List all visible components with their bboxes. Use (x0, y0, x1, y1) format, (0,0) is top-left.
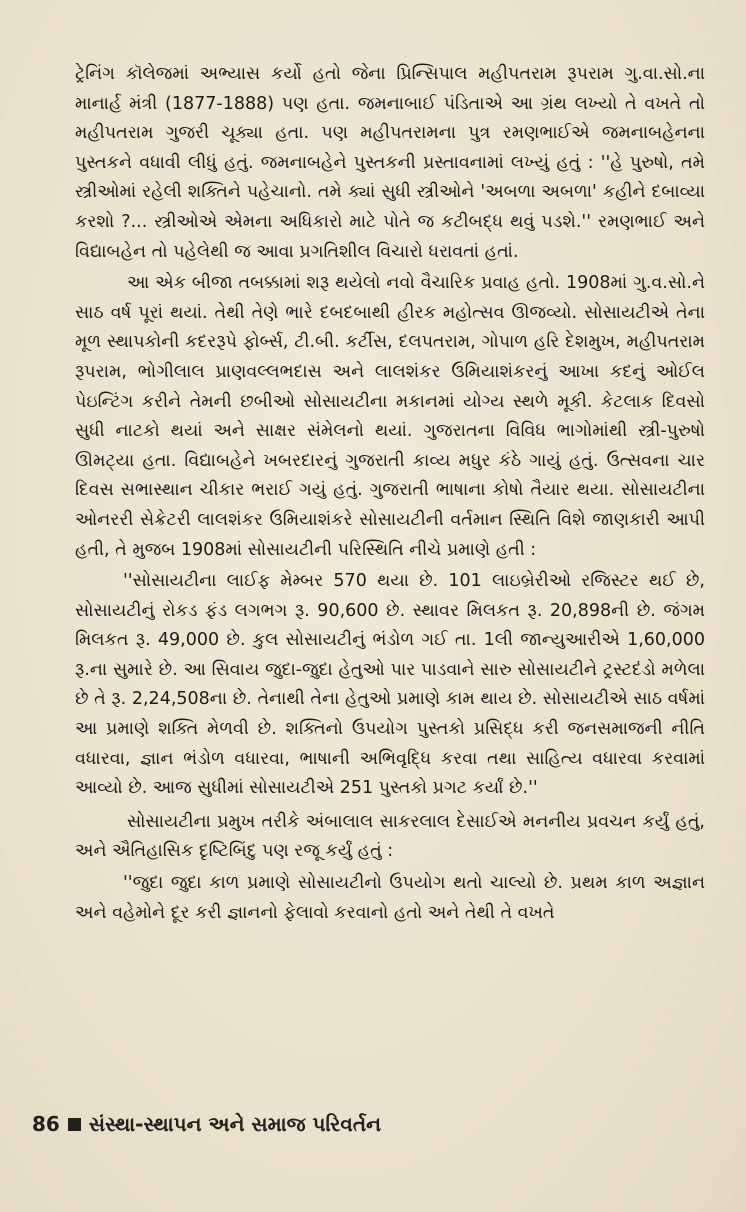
square-bullet-icon (68, 1118, 81, 1131)
page-body (75, 60, 705, 932)
paragraph-3: સોસાયટીના પ્રમુખ તરીકે અંબાલાલ સાકરલાલ દેસાઈએ મનનીય પ્રવચન કર્યું હતું, અને ઐતિહાસિક દૃષ્ટિબિંદુ પણ રજૂ કર્યું હતું : (75, 811, 705, 862)
page-number: 86 (32, 1112, 60, 1136)
quote-1: ''સોસાયટીના લાઈફ મેમ્બર 570 થયા છે. 101 લાઇબ્રેરીઓ રજિસ્ટર થઈ છે, સોસાયટીનું રોકડ ફંડ લગભગ રૂ. 90,600 છે. સ્થાવર મિલકત રૂ. 20,898ની છે. જંગમ મિલકત રૂ. 49,000 છે. કુલ સોસાયટીનું ભંડોળ ગઈ તા. 1લી જાન્યુઆરીએ 1,60,000 રૂ.ના સુમારે છે. આ સિવાય જુદા-જુદા હેતુઓ પાર પાડવાને સારુ સોસાયટીને ટ્રસ્ટદંડો મળેલા છે તે રૂ. 2,24,508ના છે. તેનાથી તેના હેતુઓ પ્રમાણે કામ થાય છે. સોસાયટીએ સાઠ વર્ષમાં આ પ્રમાણે શક્તિ મેળવી છે. શક્તિનો ઉપયોગ પુસ્તકો પ્રસિદ્ધ કરી જનસમાજની નીતિ વધારવા, જ્ઞાન ભંડોળ વધારવા, ભાષાની અભિવૃદ્ધિ કરવા તથા સાહિત્ય વધારવા કરવામાં આવ્યો છે. આજ સુધીમાં સોસાયટીએ 251 પુસ્તકો પ્રગટ કર્યાં છે.'' (75, 571, 705, 799)
paragraph-2: આ એક બીજા તબક્કામાં શરૂ થયેલો નવો વૈચારિક પ્રવાહ હતો. 1908માં ગુ.વ.સો.ને સાઠ વર્ષ પૂરાં થયાં. તેથી તેણે ભારે દબદબાથી હીરક મહોત્સવ ઊજવ્યો. સોસાયટીએ તેના મૂળ સ્થાપકોની કદરરૂપે ફોર્બ્સ, ટી.બી. કર્ટીસ, દલપતરામ, ગોપાળ હરિ દેશમુખ, મહીપતરામ રૂપરામ, ભોગીલાલ પ્રાણવલ્લભદાસ અને લાલશંકર ઉમિયાશંકરનું આખા કદનું ઓઈલ પેઇન્ટિંગ કરીને તેમની છબીઓ સોસાયટીના મકાનમાં યોગ્ય સ્થળે મૂકી. કેટલાક દિવસો સુધી નાટકો થયાં અને સાક્ષર સંમેલનો થયાં. ગુજરાતના વિવિધ ભાગોમાંથી સ્ત્રી-પુરુષો ઊમટ્યા હતા. વિદ્યાબહેને ખબરદારનું ગુજરાતી કાવ્ય મધુર કંઠે ગાયું હતું. ઉત્સવના ચાર દિવસ સભાસ્થાન ચીકાર ભરાઈ ગયું હતું. ગુજરાતી ભાષાના કોષો તૈયાર થયા. સોસાયટીના ઓનરરી સેક્રેટરી લાલશંકર ઉમિયાશંકરે સોસાયટીની વર્તમાન સ્થિતિ વિશે જાણકારી આપી હતી, તે મુજબ 1908માં સોસાયટીની પરિસ્થિતિ નીચે પ્રમાણે હતી : (75, 273, 705, 560)
running-title: સંસ્થા-સ્થાપન અને સમાજ પરિવર્તન (88, 1112, 381, 1136)
paragraph-1: ટ્રેનિંગ કૉલેજમાં અભ્યાસ કર્યો હતો જેના પ્રિન્સિપાલ મહીપતરામ રૂપરામ ગુ.વા.સો.ના માનાર્હ મંત્રી (1877-1888) પણ હતા. જમનાબાઈ પંડિતાએ આ ગ્રંથ લખ્યો તે વખતે તો મહીપતરામ ગુજરી ચૂક્યા હતા. પણ મહીપતરામના પુત્ર રમણભાઈએ જમનાબહેનના પુસ્તકને વધાવી લીધું હતું. જમનાબહેને પુસ્તકની પ્રસ્તાવનામાં લખ્યું હતું : ''હે પુરુષો, તમે સ્ત્રીઓમાં રહેલી શક્તિને પહેચાનો. તમે ક્યાં સુધી સ્ત્રીઓને 'અબળા અબળા' કહીને દબાવ્યા કરશો ?... સ્ત્રીઓએ એમના અધિકારો માટે પોતે જ કટીબદ્ધ થવું પડશે.'' રમણભાઈ અને વિદ્યાબહેન તો પહેલેથી જ આવા પ્રગતિશીલ વિચારો ધરાવતાં હતાં. (75, 64, 705, 262)
page-footer (32, 1112, 381, 1136)
quote-2: ''જુદા જુદા કાળ પ્રમાણે સોસાયટીનો ઉપયોગ થતો ચાલ્યો છે. પ્રથમ કાળ અજ્ઞાન અને વહેમોને દૂર કરી જ્ઞાનનો ફેલાવો કરવાનો હતો અને તેથી તે વખતે (75, 873, 705, 923)
